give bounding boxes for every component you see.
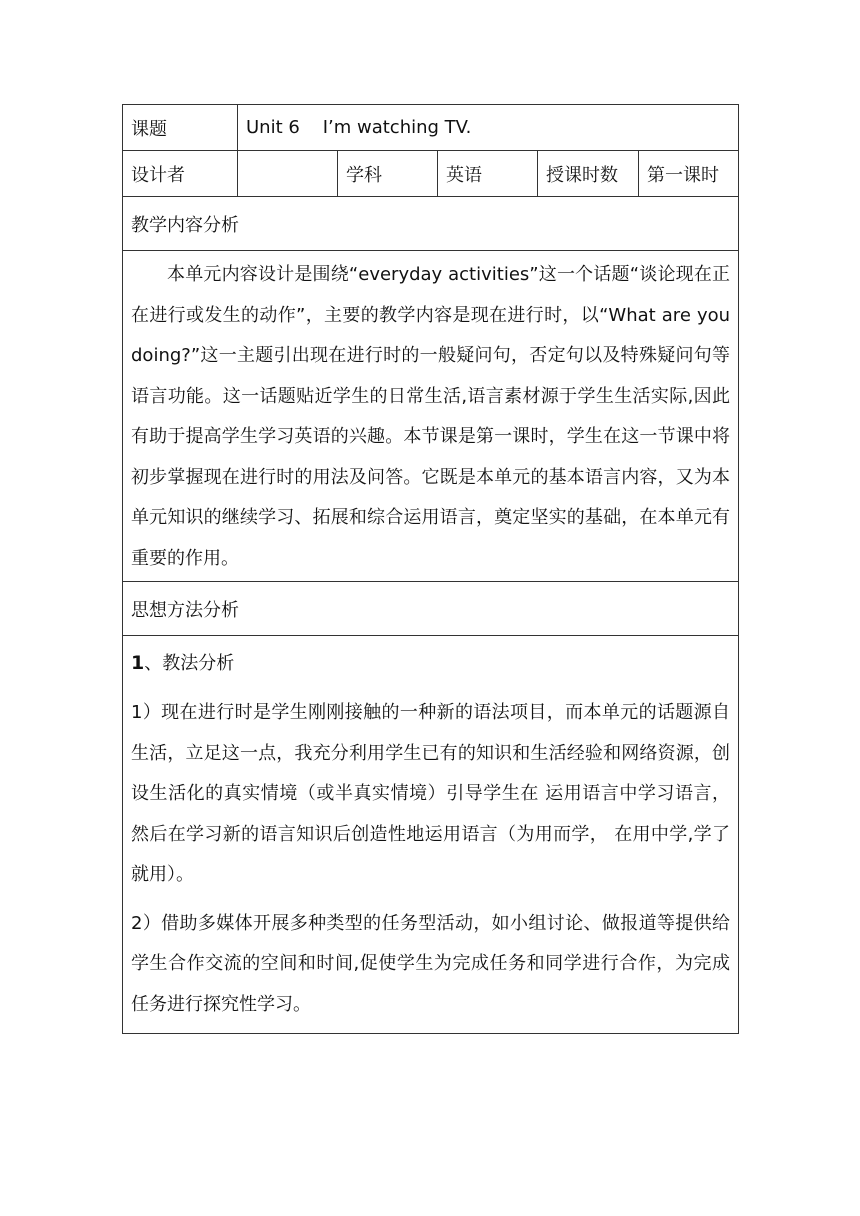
- teaching-method-heading: [131, 640, 730, 687]
- section2-heading-row: [123, 582, 739, 636]
- hours-value: 第一课时: [639, 151, 739, 197]
- teaching-method-number: 1: [131, 652, 145, 674]
- designer-label: 设计者: [123, 151, 238, 197]
- section1-heading-row: [123, 197, 739, 251]
- hours-label: 授课时数: [538, 151, 639, 197]
- section1-content-row: [123, 251, 739, 582]
- designer-value: [238, 151, 338, 197]
- section2-content-row: [123, 636, 739, 1034]
- title-row: [123, 105, 739, 151]
- lesson-plan-table: [122, 104, 739, 1034]
- meta-row: [123, 151, 739, 197]
- section1-heading: 教学内容分析: [123, 197, 739, 251]
- title-label: 课题: [123, 105, 238, 151]
- title-value: Unit 6 I’m watching TV.: [238, 105, 739, 151]
- method-paragraph-2: 2）借助多媒体开展多种类型的任务型活动，如小组讨论、做报道等提供给学生合作交流的空间和时间,促使学生为完成任务和同学进行合作，为完成任务进行探究性学习。: [131, 912, 731, 1015]
- section2-content: [123, 636, 739, 1034]
- subject-value: 英语: [438, 151, 538, 197]
- teaching-method-label: 、教法分析: [144, 653, 235, 674]
- section1-text: 本单元内容设计是围绕“everyday activities”这一个话题“谈论现在正在进行或发生的动作”，主要的教学内容是现在进行时，以“What are you doing?”这一主题引出现在进行时的一般疑问句，否定句以及特殊疑问句等语言功能。这一话题贴近学生的日常生活,语言素材源于学生生活实际,因此有助于提高学生学习英语的兴趣。本节课是第一课时，学生在这一节课中将初步掌握现在进行时的用法及问答。它既是本单元的基本语言内容，又为本单元知识的继续学习、拓展和综合运用语言，奠定坚实的基础，在本单元有重要的作用。: [123, 251, 739, 582]
- subject-label: 学科: [338, 151, 438, 197]
- section2-heading: 思想方法分析: [123, 582, 739, 636]
- method-paragraph-1: 1）现在进行时是学生刚刚接触的一种新的语法项目，而本单元的话题源自生活，立足这一点，我充分利用学生已有的知识和生活经验和网络资源，创设生活化的真实情境（或半真实情境）引导学生在 运用语言中学习语言，然后在学习新的语言知识后创造性地运用语言（为用而学， 在用中学,学了就用）。: [131, 702, 731, 885]
